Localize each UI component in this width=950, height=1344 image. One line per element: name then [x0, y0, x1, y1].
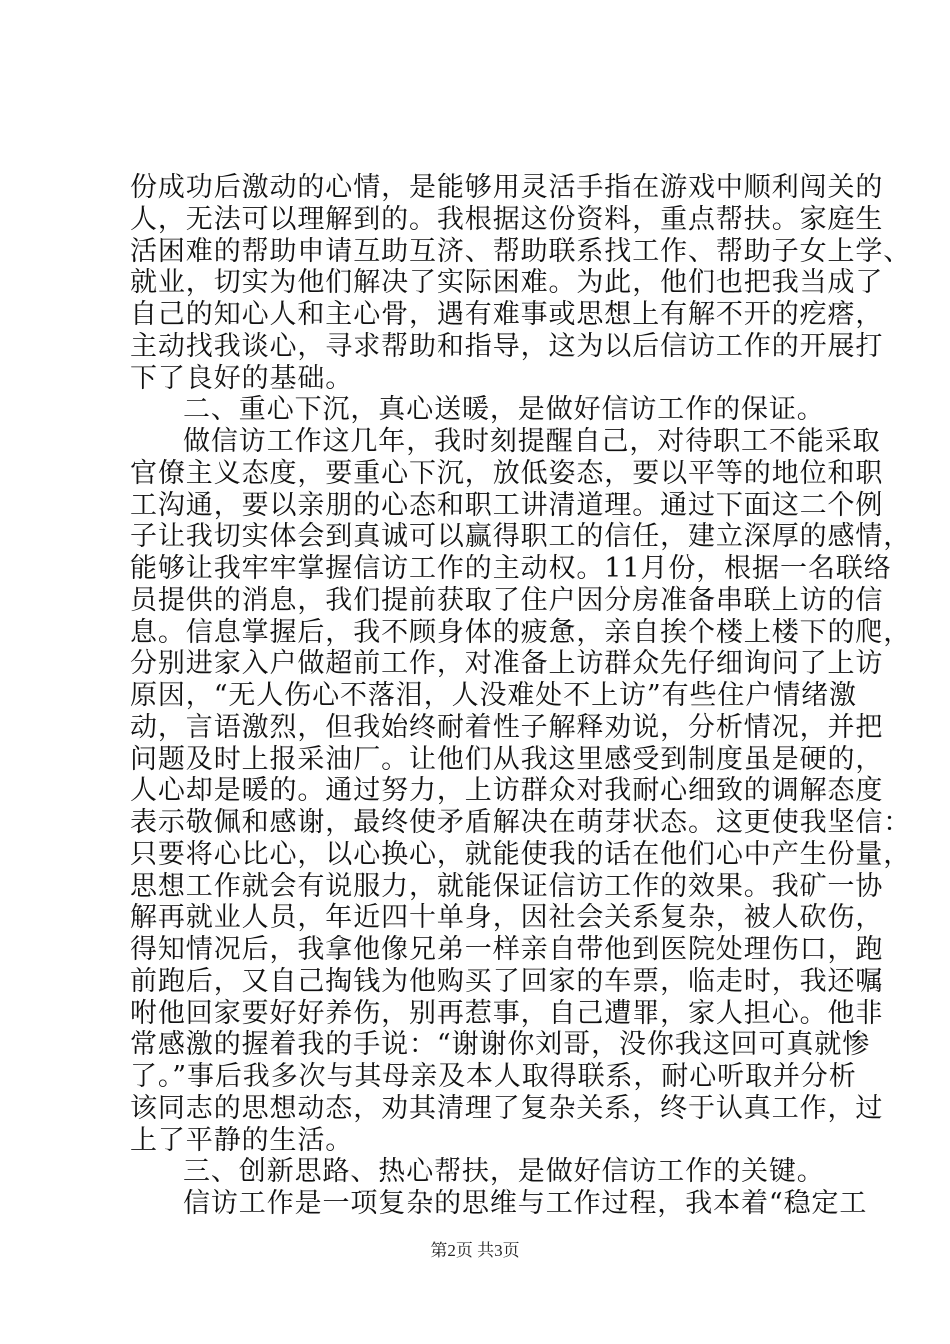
text-line: 只要将心比心，以心换心，就能使我的话在他们心中产生份量，: [130, 838, 912, 870]
text-line: 人，无法可以理解到的。我根据这份资料，重点帮扶。家庭生: [130, 203, 884, 235]
paragraph-start: 信访工作是一项复杂的思维与工作过程，我本着“稳定工: [183, 1188, 868, 1220]
text-line: 思想工作就会有说服力，就能保证信访工作的效果。我矿一协: [130, 870, 884, 902]
text-line: 主动找我谈心，寻求帮助和指导，这为以后信访工作的开展打: [130, 330, 884, 362]
text-line: 咐他回家要好好养伤，别再惹事，自己遭罪，家人担心。他非: [130, 997, 884, 1029]
text-line: 子让我切实体会到真诚可以赢得职工的信任，建立深厚的感情，: [130, 521, 912, 553]
text-line: 动，言语激烈，但我始终耐着性子解释劝说，分析情况，并把: [130, 711, 884, 743]
text-line: 活困难的帮助申请互助互济、帮助联系找工作、帮助子女上学、: [130, 235, 912, 267]
text-line: 了。”事后我多次与其母亲及本人取得联系，耐心听取并分析: [130, 1061, 857, 1093]
text-line: 就业，切实为他们解决了实际困难。为此，他们也把我当成了: [130, 267, 884, 299]
text-line: 该同志的思想动态，劝其清理了复杂关系，终于认真工作，过: [130, 1092, 884, 1124]
text-line: 工沟通，要以亲朋的心态和职工讲清道理。通过下面这二个例: [130, 489, 884, 521]
text-line: 分别进家入户做超前工作，对准备上访群众先仔细询问了上访: [130, 648, 884, 680]
text-line: 解再就业人员，年近四十单身，因社会关系复杂，被人砍伤，: [130, 902, 884, 934]
section-heading: 三、创新思路、热心帮扶，是做好信访工作的关键。: [183, 1156, 825, 1188]
text-line: 息。信息掌握后，我不顾身体的疲惫，亲自挨个楼上楼下的爬，: [130, 616, 912, 648]
text-line: 能够让我牢牢掌握信访工作的主动权。11月份，根据一名联络: [130, 553, 892, 585]
text-line: 原因，“无人伤心不落泪，人没难处不上访”有些住户情绪激: [130, 680, 857, 712]
text-line: 员提供的消息，我们提前获取了住户因分房准备串联上访的信: [130, 584, 884, 616]
section-heading: 二、重心下沉，真心送暖，是做好信访工作的保证。: [183, 394, 825, 426]
paragraph-start: 做信访工作这几年，我时刻提醒自己，对待职工不能采取: [183, 426, 881, 458]
page-number-footer: 第2页 共3页: [430, 1241, 520, 1260]
text-line: 人心却是暖的。通过努力，上访群众对我耐心细致的调解态度: [130, 775, 884, 807]
text-line: 自己的知心人和主心骨，遇有难事或思想上有解不开的疙瘩，: [130, 299, 884, 331]
text-line: 前跑后，又自己掏钱为他购买了回家的车票，临走时，我还嘱: [130, 965, 884, 997]
text-line: 得知情况后，我拿他像兄弟一样亲自带他到医院处理伤口，跑: [130, 934, 884, 966]
text-line: 官僚主义态度，要重心下沉，放低姿态，要以平等的地位和职: [130, 457, 884, 489]
text-line: 上了平静的生活。: [130, 1124, 354, 1156]
text-line: 下了良好的基础。: [130, 362, 354, 394]
text-line: 常感激的握着我的手说：“谢谢你刘哥，没你我这回可真就惨: [130, 1029, 871, 1061]
text-line: 问题及时上报采油厂。让他们从我这里感受到制度虽是硬的，: [130, 743, 884, 775]
text-line: 表示敬佩和感谢，最终使矛盾解决在萌芽状态。这更使我坚信：: [130, 807, 912, 839]
text-line: 份成功后激动的心情，是能够用灵活手指在游戏中顺利闯关的: [130, 172, 884, 203]
